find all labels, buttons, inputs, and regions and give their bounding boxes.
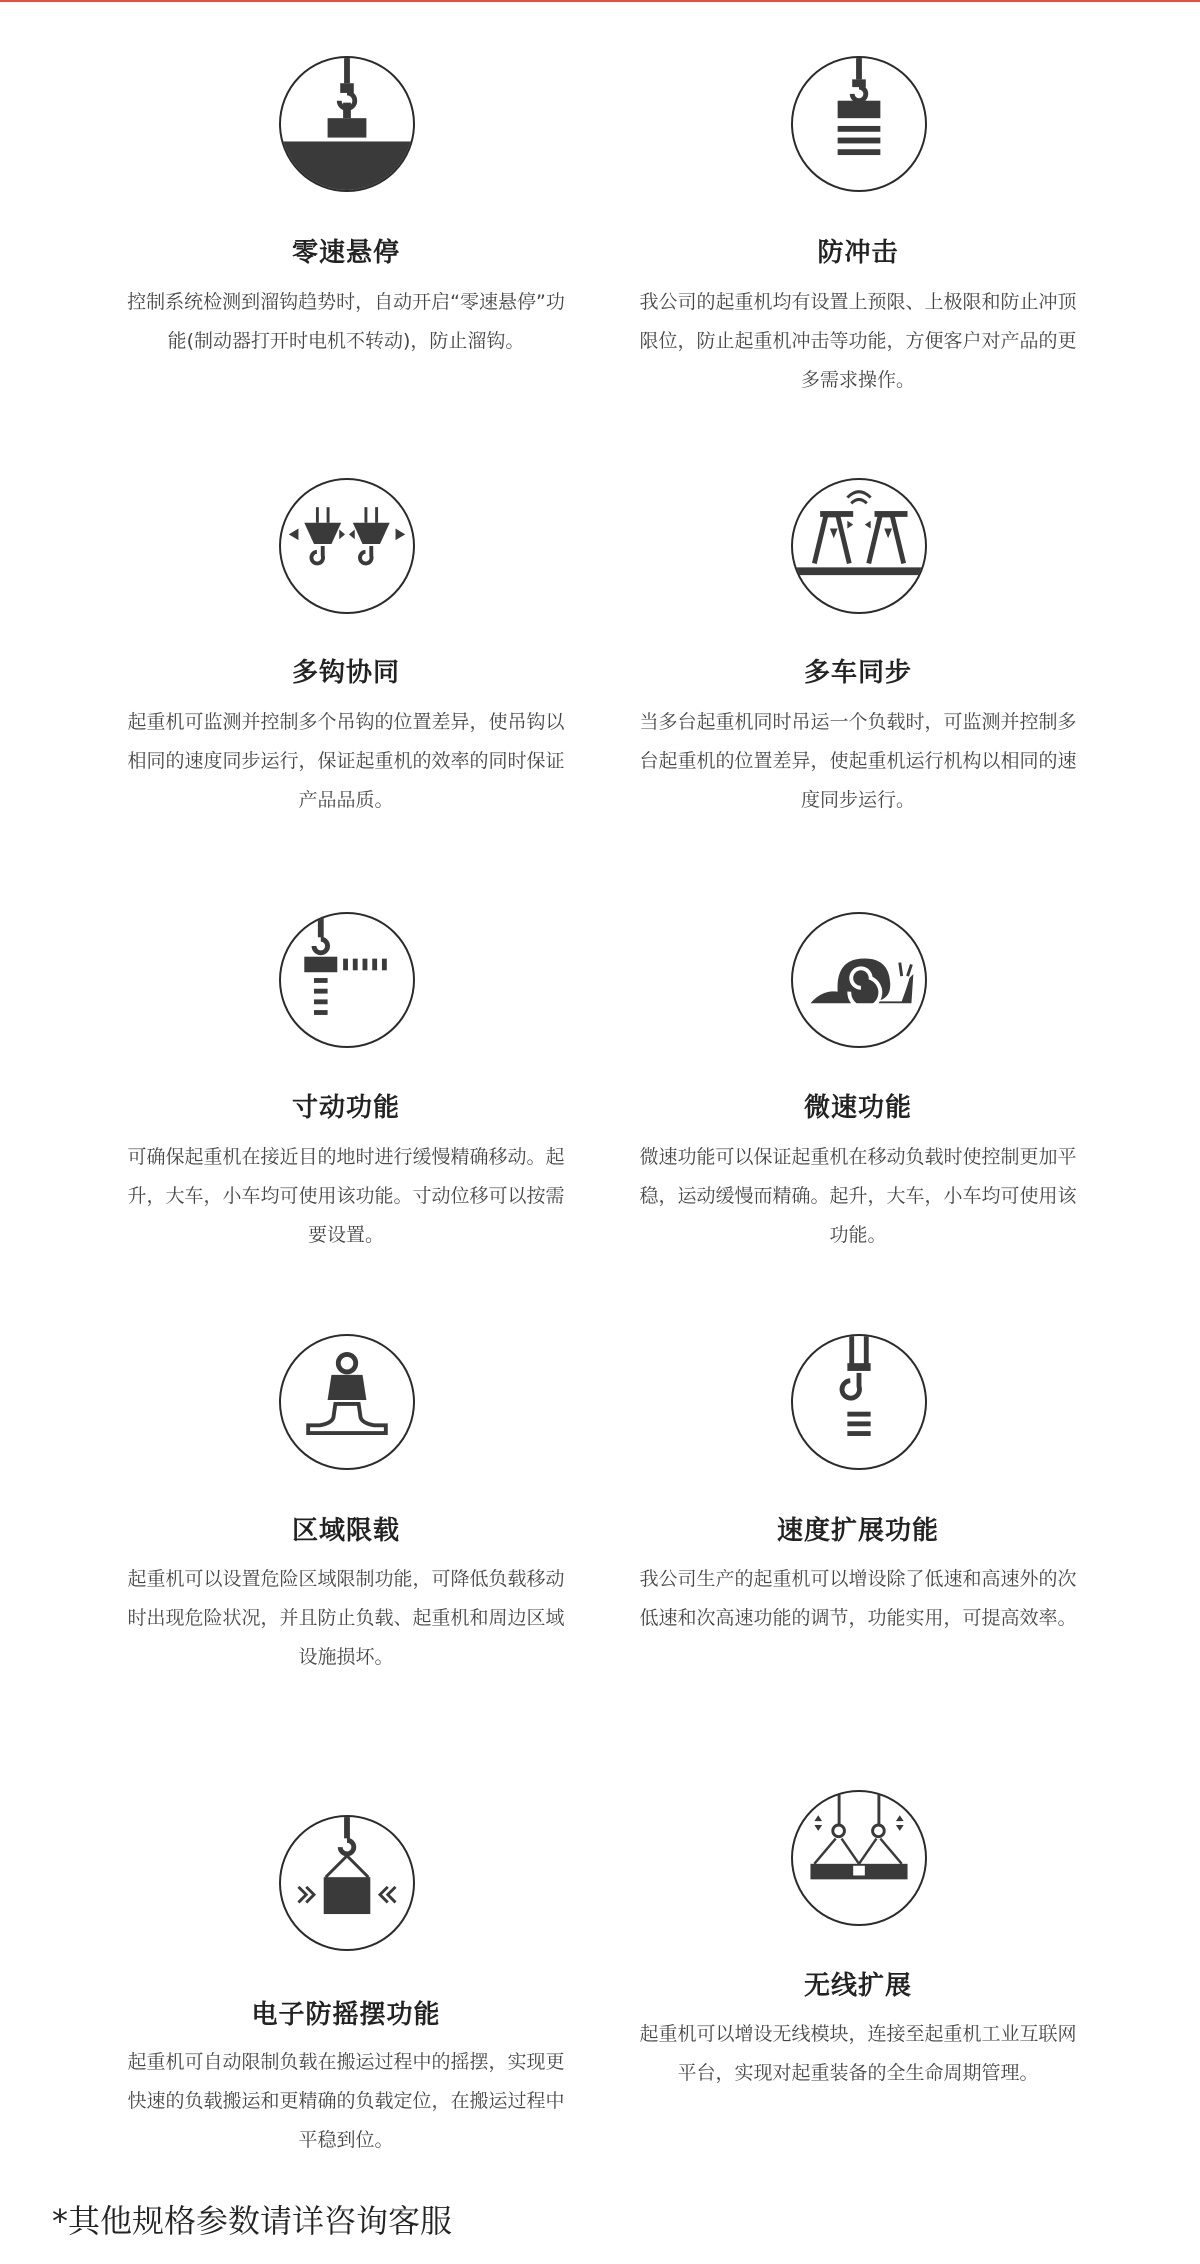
feature-title-7: 区域限载	[291, 1516, 400, 1546]
snail-icon	[791, 912, 927, 1048]
feature-desc-2: 我公司的起重机均有设置上预限、上极限和防止冲顶限位，防止起重机冲击等功能，方便客户对产品的更多需求操作。	[639, 291, 1077, 391]
feature-desc-8: 我公司生产的起重机可以增设除了低速和高速外的次低速和次高速功能的调节，功能实用，可提高效率。	[639, 1568, 1077, 1629]
feature-title-10: 无线扩展	[803, 1971, 912, 2001]
feature-desc-10: 起重机可以增设无线模块，连接至起重机工业互联网平台，实现对起重装备的全生命周期管理。	[639, 2023, 1077, 2084]
zero-speed-hover-icon	[279, 56, 415, 192]
feature-desc-7: 起重机可以设置危险区域限制功能，可降低负载移动时出现危险状况，并且防止负载、起重机和周边区域设施损坏。	[127, 1568, 565, 1668]
footer-note: *其他规格参数请详咨询客服	[52, 2202, 453, 2240]
feature-title-2: 防冲击	[817, 238, 899, 268]
feature-title-9: 电子防摇摆功能	[251, 2000, 441, 2030]
wireless-extension-icon	[791, 1790, 927, 1926]
feature-title-4: 多车同步	[803, 658, 912, 688]
feature-title-1: 零速悬停	[291, 238, 400, 268]
feature-desc-4: 当多台起重机同时吊运一个负载时，可监测并控制多台起重机的位置差异，使起重机运行机构以相同的速度同步运行。	[639, 711, 1077, 811]
inching-icon	[279, 912, 415, 1048]
multi-hook-icon	[279, 478, 415, 614]
feature-title-8: 速度扩展功能	[776, 1516, 939, 1546]
feature-title-3: 多钩协同	[291, 658, 400, 688]
top-accent-line	[0, 0, 1200, 2]
speed-extension-icon	[791, 1334, 927, 1470]
anti-impact-icon	[791, 56, 927, 192]
feature-desc-9: 起重机可自动限制负载在搬运过程中的摇摆，实现更快速的负载搬运和更精确的负载定位，在搬运过程中平稳到位。	[127, 2051, 565, 2151]
multi-crane-sync-icon	[791, 478, 927, 614]
feature-title-6: 微速功能	[803, 1093, 912, 1123]
feature-desc-5: 可确保起重机在接近目的地时进行缓慢精确移动。起升，大车，小车均可使用该功能。寸动位移可以按需要设置。	[127, 1146, 565, 1246]
feature-title-5: 寸动功能	[291, 1093, 400, 1123]
feature-desc-1: 控制系统检测到溜钩趋势时，自动开启“零速悬停”功能(制动器打开时电机不转动)，防止溜钩。	[127, 291, 565, 352]
anti-sway-icon	[279, 1815, 415, 1951]
area-load-limit-icon	[279, 1334, 415, 1470]
feature-desc-3: 起重机可监测并控制多个吊钩的位置差异，使吊钩以相同的速度同步运行，保证起重机的效率的同时保证产品品质。	[127, 711, 565, 811]
feature-desc-6: 微速功能可以保证起重机在移动负载时使控制更加平稳，运动缓慢而精确。起升，大车，小车均可使用该功能。	[639, 1146, 1077, 1246]
